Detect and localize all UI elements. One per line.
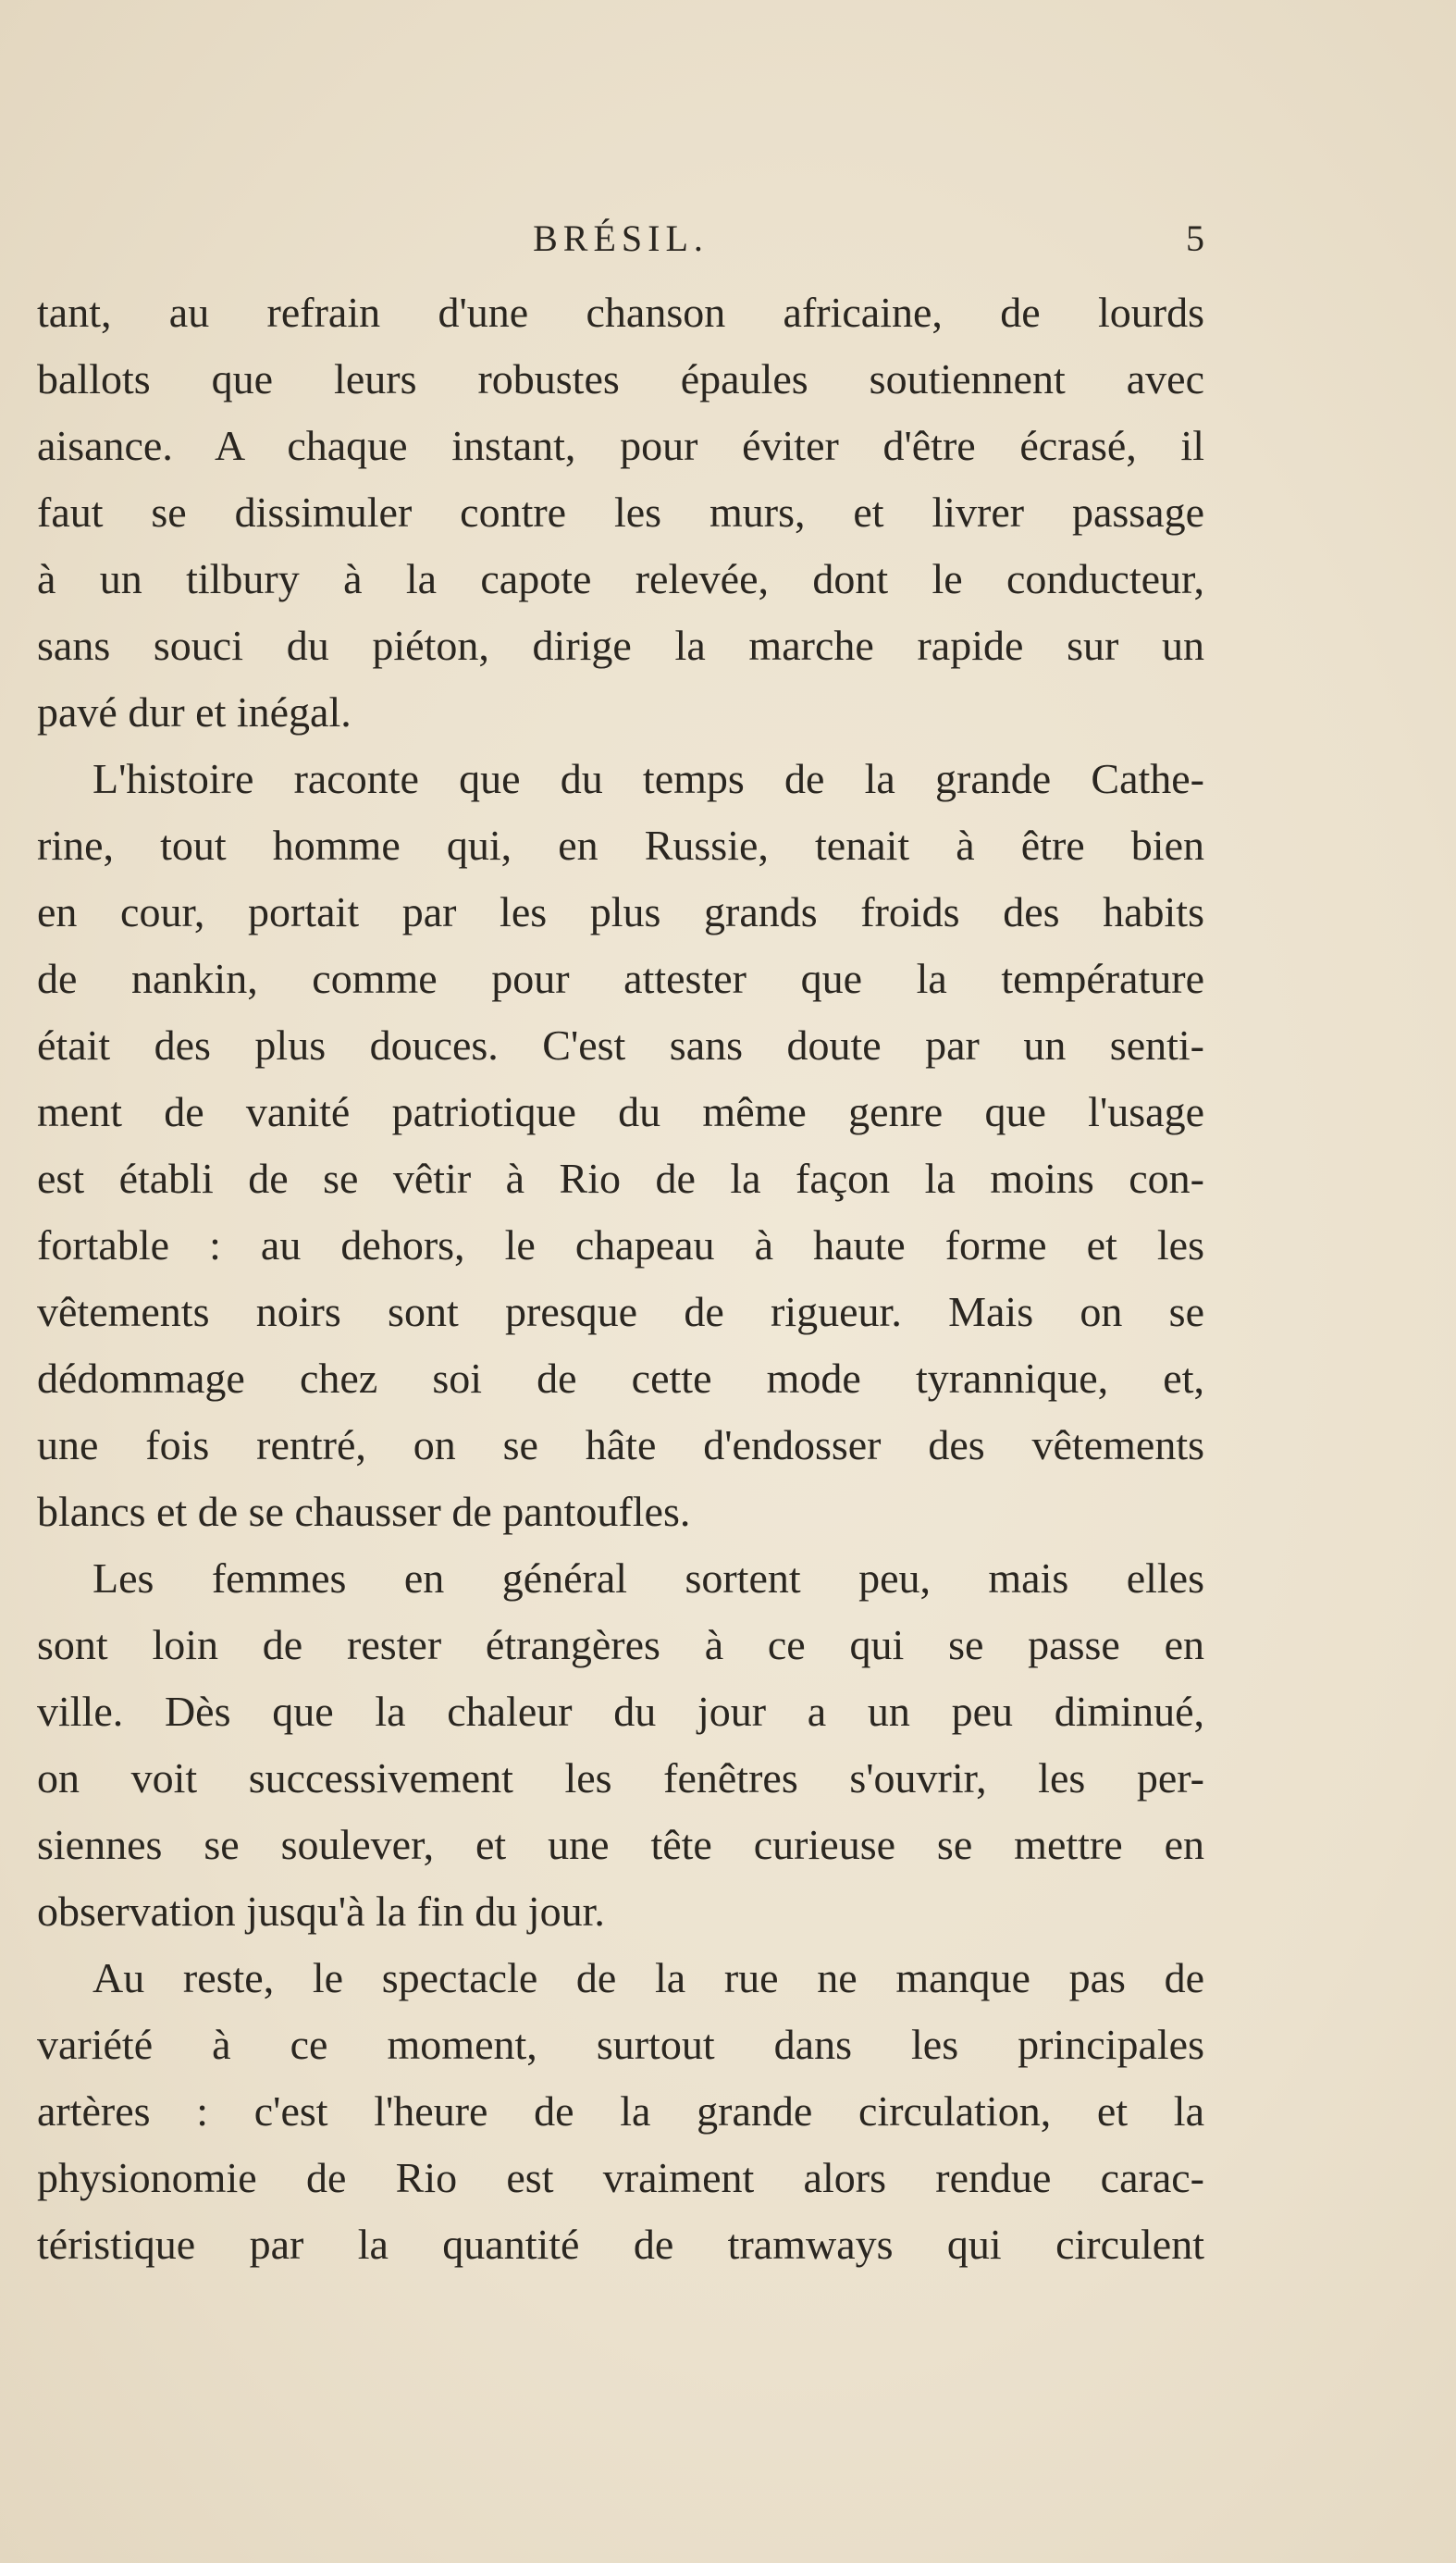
- text-line: rine, tout homme qui, en Russie, tenait à être bien: [37, 822, 1204, 869]
- text-line: Les femmes en général sortent peu, mais elles: [93, 1554, 1204, 1602]
- text-line: on voit successivement les fenêtres s'ouvrir, les per-: [37, 1754, 1204, 1802]
- text-line: faut se dissimuler contre les murs, et livrer passage: [37, 489, 1204, 536]
- text-line: sont loin de rester étrangères à ce qui se passe en: [37, 1621, 1204, 1668]
- body-text: [37, 279, 1204, 2278]
- text-line: physionomie de Rio est vraiment alors rendue carac-: [37, 2154, 1204, 2201]
- text-line: variété à ce moment, surtout dans les principales: [37, 2021, 1204, 2068]
- text-line: dédommage chez soi de cette mode tyrannique, et,: [37, 1355, 1204, 1402]
- text-line: ballots que leurs robustes épaules soutiennent avec: [37, 355, 1204, 402]
- text-line: pavé dur et inégal.: [37, 688, 352, 736]
- page-number: 5: [1186, 217, 1204, 259]
- text-line: une fois rentré, on se hâte d'endosser des vêtements: [37, 1421, 1204, 1468]
- text-line: était des plus douces. C'est sans doute par un senti-: [37, 1021, 1204, 1069]
- text-line: à un tilbury à la capote relevée, dont le conducteur,: [37, 555, 1204, 602]
- text-line: blancs et de se chausser de pantoufles.: [37, 1488, 691, 1535]
- text-line: est établi de se vêtir à Rio de la façon la moins con-: [37, 1155, 1204, 1202]
- text-line: tant, au refrain d'une chanson africaine, de lourds: [37, 289, 1204, 336]
- text-line: de nankin, comme pour attester que la température: [37, 955, 1204, 1002]
- running-head: [37, 211, 1204, 266]
- text-line: artères : c'est l'heure de la grande circulation, et la: [37, 2087, 1204, 2135]
- text-line: vêtements noirs sont presque de rigueur. Mais on se: [37, 1288, 1204, 1335]
- text-line: téristique par la quantité de tramways qui circulent: [37, 2221, 1204, 2268]
- text-line: ment de vanité patriotique du même genre que l'usage: [37, 1088, 1204, 1135]
- running-title: BRÉSIL.: [533, 217, 709, 259]
- text-line: fortable : au dehors, le chapeau à haute forme et les: [37, 1221, 1204, 1269]
- text-line: observation jusqu'à la fin du jour.: [37, 1888, 605, 1935]
- text-line: sans souci du piéton, dirige la marche rapide sur un: [37, 622, 1204, 669]
- text-line: ville. Dès que la chaleur du jour a un peu diminué,: [37, 1688, 1204, 1735]
- text-line: en cour, portait par les plus grands froids des habits: [37, 888, 1204, 935]
- text-line: L'histoire raconte que du temps de la grande Cathe-: [93, 755, 1204, 802]
- text-line: Au reste, le spectacle de la rue ne manque pas de: [93, 1954, 1204, 2001]
- text-line: siennes se soulever, et une tête curieuse se mettre en: [37, 1821, 1204, 1868]
- text-line: aisance. A chaque instant, pour éviter d'être écrasé, il: [37, 422, 1204, 469]
